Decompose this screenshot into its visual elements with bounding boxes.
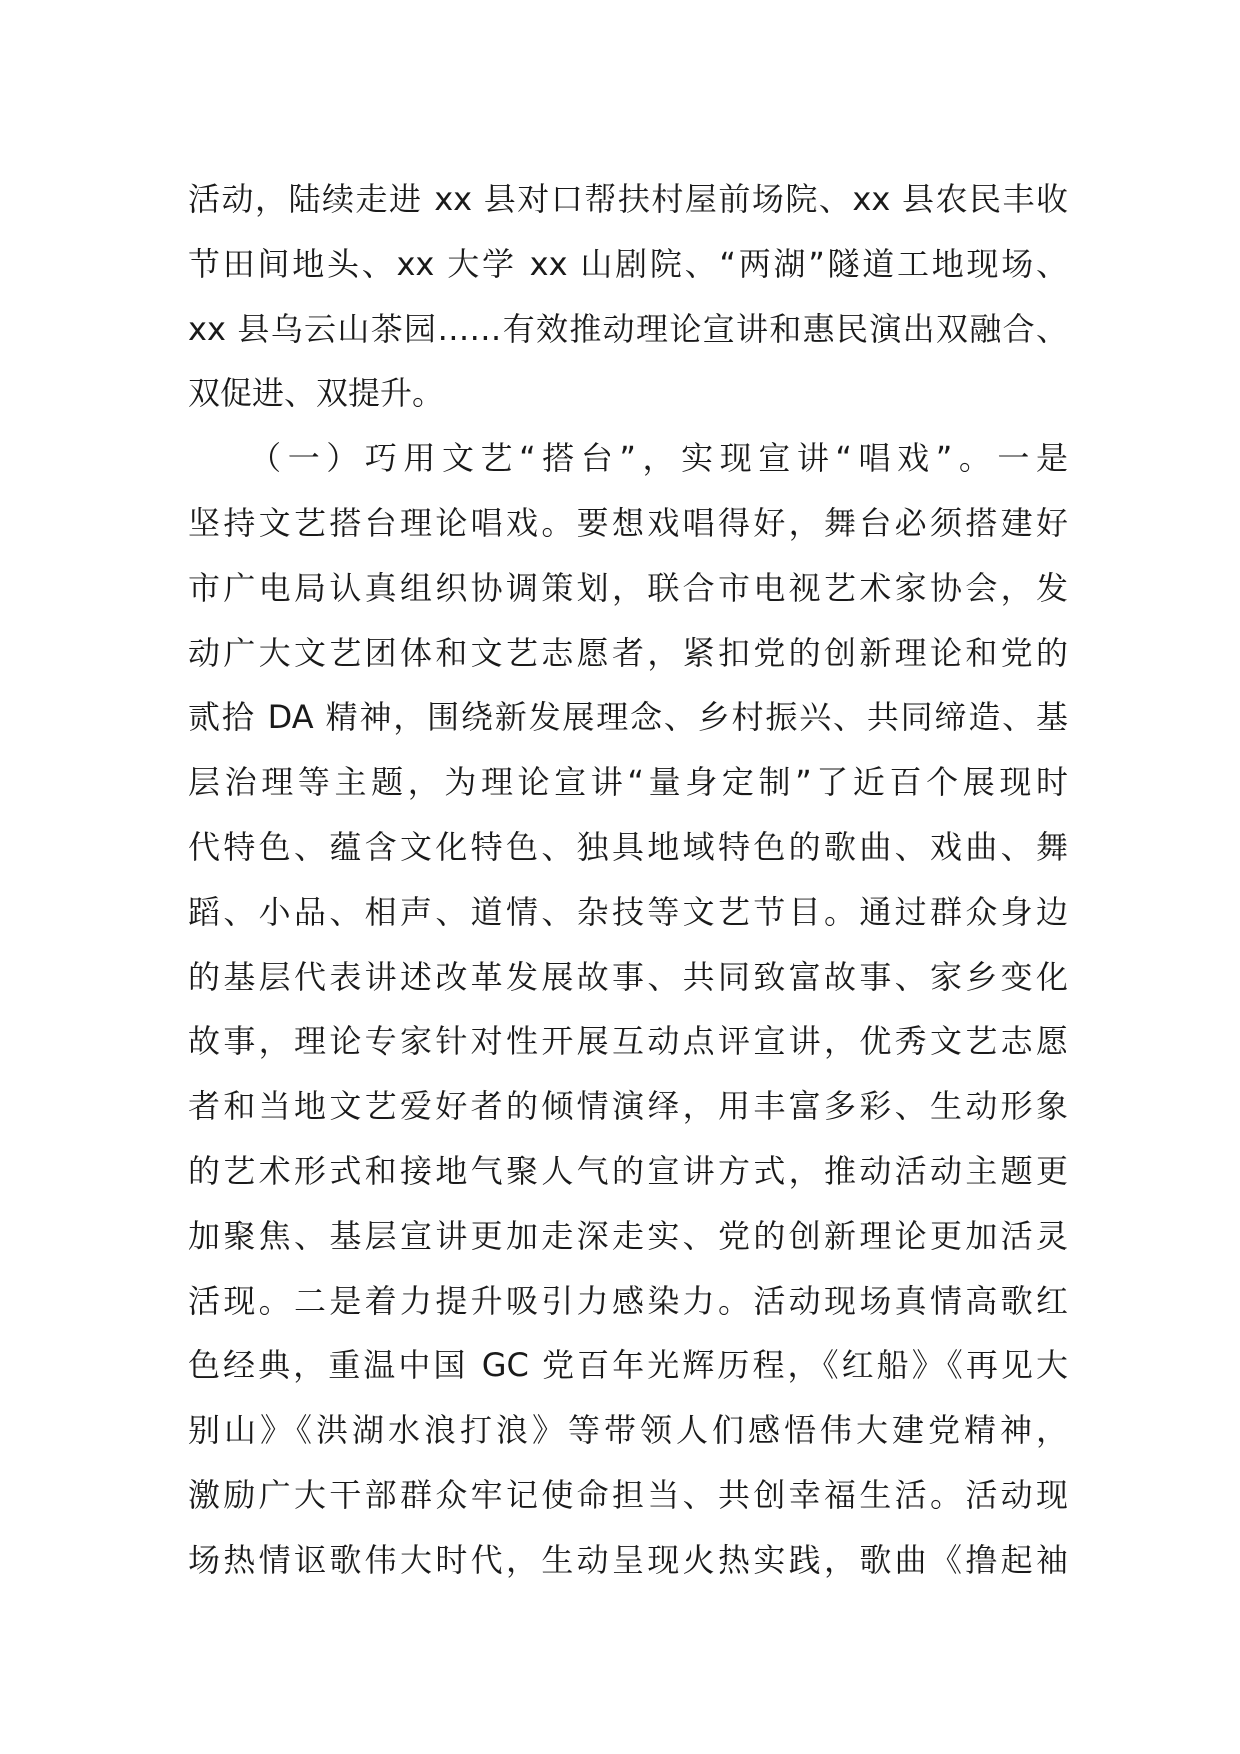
text-line-11: 代特色、蕴含文化特色、独具地域特色的歌曲、戏曲、舞 [188,827,1068,866]
body-text [188,167,1068,1593]
text-line-10: 层治理等主题，为理论宣讲“量身定制”了近百个展现时 [188,763,1068,802]
text-line-17: 加聚焦、基层宣讲更加走深走实、党的创新理论更加活灵 [188,1216,1068,1255]
text-line-22: 场热情讴歌伟大时代，生动呈现火热实践，歌曲《撸起袖 [188,1540,1068,1579]
text-line-21: 激励广大干部群众牢记使命担当、共创幸福生活。活动现 [188,1475,1068,1514]
text-line-3: xx 县乌云山茶园……有效推动理论宣讲和惠民演出双融合、 [188,309,1068,348]
text-line-6: 坚持文艺搭台理论唱戏。要想戏唱得好，舞台必须搭建好 [188,503,1068,542]
text-line-18: 活现。二是着力提升吸引力感染力。活动现场真情高歌红 [188,1281,1068,1320]
text-line-19: 色经典，重温中国 GC 党百年光辉历程，《红船》《再见大 [188,1346,1068,1385]
text-line-5: （一）巧用文艺“搭台”，实现宣讲“唱戏”。一是 [188,439,1068,478]
text-line-2: 节田间地头、xx 大学 xx 山剧院、“两湖”隧道工地现场、 [188,244,1068,283]
text-line-8: 动广大文艺团体和文艺志愿者，紧扣党的创新理论和党的 [188,633,1068,672]
text-line-12: 蹈、小品、相声、道情、杂技等文艺节目。通过群众身边 [188,892,1068,931]
text-line-4: 双促进、双提升。 [188,374,445,413]
text-line-15: 者和当地文艺爱好者的倾情演绎，用丰富多彩、生动形象 [188,1087,1068,1126]
text-line-20: 别山》《洪湖水浪打浪》等带领人们感悟伟大建党精神， [188,1411,1068,1450]
text-line-1: 活动，陆续走进 xx 县对口帮扶村屋前场院、xx 县农民丰收 [188,180,1068,218]
text-line-14: 故事，理论专家针对性开展互动点评宣讲，优秀文艺志愿 [188,1022,1068,1061]
text-line-16: 的艺术形式和接地气聚人气的宣讲方式，推动活动主题更 [188,1151,1068,1190]
text-line-7: 市广电局认真组织协调策划，联合市电视艺术家协会，发 [188,568,1068,607]
text-line-13: 的基层代表讲述改革发展故事、共同致富故事、家乡变化 [188,957,1068,996]
text-line-9: 贰拾 DA 精神，围绕新发展理念、乡村振兴、共同缔造、基 [188,698,1068,737]
